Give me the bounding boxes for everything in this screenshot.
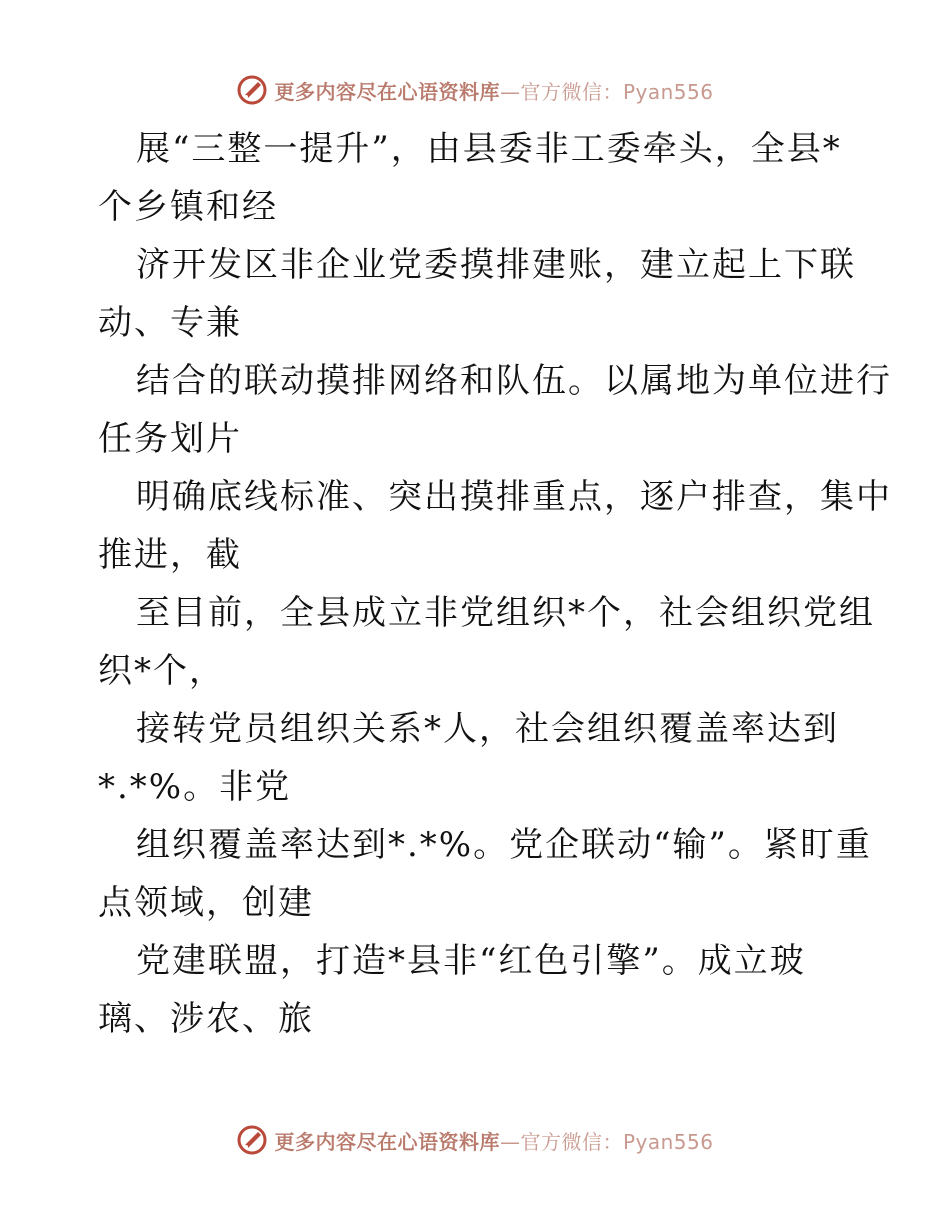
body-line: 璃、涉农、旅 <box>98 999 314 1039</box>
footer-banner-wechat: —官方微信：Pyan556 <box>499 1129 714 1154</box>
body-line: 任务划片 <box>98 419 242 459</box>
body-line: 织*个， <box>98 651 225 691</box>
header-banner-text <box>274 76 713 105</box>
body-line: 济开发区非企业党委摸排建账，建立起上下联 <box>136 245 856 285</box>
footer-banner <box>0 1120 950 1160</box>
brand-logo-icon <box>236 1124 268 1156</box>
document-body <box>98 120 892 1048</box>
body-line: 点领域，创建 <box>98 883 314 923</box>
body-line: 结合的联动摸排网络和队伍。以属地为单位进行 <box>136 361 892 401</box>
body-line: 至目前，全县成立非党组织*个，社会组织党组 <box>136 593 875 633</box>
brand-logo-icon <box>236 74 268 106</box>
body-line: 组织覆盖率达到*.*%。党企联动“输”。紧盯重 <box>136 825 872 865</box>
body-line: 党建联盟，打造*县非“红色引擎”。成立玻 <box>136 941 806 981</box>
body-line: 动、专兼 <box>98 303 242 343</box>
header-banner-wechat: —官方微信：Pyan556 <box>499 79 714 104</box>
body-line: 明确底线标准、突出摸排重点，逐户排查，集中 <box>136 477 892 517</box>
body-line: 推进，截 <box>98 535 242 575</box>
body-line: 展“三整一提升”，由县委非工委牵头，全县* <box>136 129 842 169</box>
body-line: 接转党员组织关系*人，社会组织覆盖率达到 <box>136 709 839 749</box>
body-line: 个乡镇和经 <box>98 187 278 227</box>
header-banner-title: 更多内容尽在心语资料库 <box>274 79 500 104</box>
header-banner <box>0 70 950 110</box>
body-line: *.*%。非党 <box>98 767 292 807</box>
footer-banner-title: 更多内容尽在心语资料库 <box>274 1129 500 1154</box>
footer-banner-text <box>274 1126 713 1155</box>
